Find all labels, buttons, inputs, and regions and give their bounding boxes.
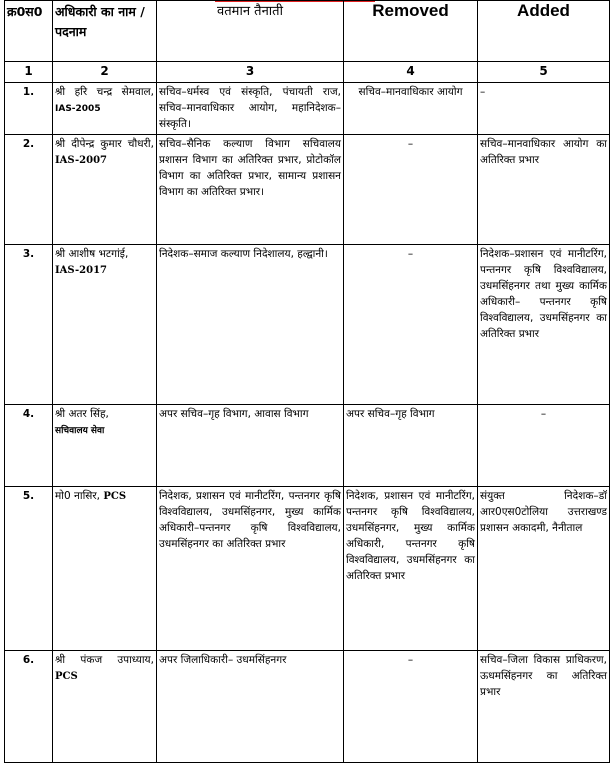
officer-service: IAS-2017 [55,265,108,276]
added-cell: – [478,83,610,135]
officer-service: IAS-2007 [55,155,108,166]
column-number: 1 [5,62,53,83]
column-number: 5 [478,62,610,83]
officer-name: श्री दीपेन्द्र कुमार चौधरी, [55,138,154,150]
row-serial: 6. [5,651,53,763]
added-cell: निदेशक–प्रशासन एवं मानीटरिंग, पन्तनगर कृषि विश्वविद्यालय, उधमसिंहनगर तथा मुख्य कार्मिक अधिकारी– पन्तनगर कृषि विश्वविद्यालय, उधमसिंहनगर का अतिरिक्त प्रभार [478,245,610,405]
removed-cell: निदेशक, प्रशासन एवं मानीटरिंग, पन्तनगर कृषि विश्वविद्यालय, उधमसिंहनगर, मुख्य कार्मिक अधिकारी, पन्तनगर कृषि विश्वविद्यालय, उधमसिंहनगर का अतिरिक्त प्रभार [344,487,478,651]
table-row [5,405,610,487]
table-row [5,651,610,763]
current-posting-cell: निदेशक–समाज कल्याण निदेशालय, हल्द्वानी। [157,245,344,405]
officer-name-cell [53,405,157,487]
officer-name: श्री अतर सिंह, [55,408,109,420]
officer-name-cell [53,651,157,763]
table-row [5,487,610,651]
table-row [5,245,610,405]
officer-name: मो0 नासिर, [55,490,101,502]
removed-cell: सचिव–मानवाधिकार आयोग [344,83,478,135]
table-row [5,83,610,135]
header-added: Added [478,1,610,62]
current-posting-cell: सचिव–धर्मस्व एवं संस्कृति, पंचायती राज, सचिव–मानवाधिकार आयोग, महानिदेशक–संस्कृति। [157,83,344,135]
added-cell: संयुक्त निदेशक–डॉ आर0एस0टोलिया उत्तराखण्ड प्रशासन अकादमी, नैनीताल [478,487,610,651]
officer-name: श्री आशीष भटगांई, [55,248,129,260]
removed-cell: – [344,135,478,245]
row-serial: 2. [5,135,53,245]
officer-name-cell [53,135,157,245]
column-number-row [5,62,610,83]
header-officer-name: अधिकारी का नाम / पदनाम [53,1,157,62]
added-cell: सचिव–जिला विकास प्राधिकरण, ऊधमसिंहनगर का अतिरिक्त प्रभार [478,651,610,763]
added-cell: सचिव–मानवाधिकार आयोग का अतिरिक्त प्रभार [478,135,610,245]
officer-name-cell [53,83,157,135]
officer-name: श्री पंकज उपाध्याय, [55,654,154,666]
header-current-posting: वतमान तैनाती [157,1,344,62]
column-number: 2 [53,62,157,83]
current-posting-cell: सचिव–सैनिक कल्याण विभाग सचिवालय प्रशासन विभाग का अतिरिक्त प्रभार, प्रोटोकॉल विभाग का अतिरिक्त प्रभार, सामान्य प्रशासन विभाग का अतिरिक्त प्रभार। [157,135,344,245]
row-serial: 1. [5,83,53,135]
row-serial: 3. [5,245,53,405]
removed-cell: – [344,651,478,763]
officer-name: श्री हरि चन्द्र सेमवाल, [55,86,154,98]
removed-cell: – [344,245,478,405]
row-serial: 5. [5,487,53,651]
officer-service: IAS-2005 [55,104,101,114]
officer-service: PCS [103,491,127,502]
header-serial: क्र0स0 [5,1,53,62]
column-number: 3 [157,62,344,83]
current-posting-cell: अपर जिलाधिकारी– उधमसिंहनगर [157,651,344,763]
officer-name-cell [53,245,157,405]
column-number: 4 [344,62,478,83]
row-serial: 4. [5,405,53,487]
table-row [5,135,610,245]
current-posting-cell: निदेशक, प्रशासन एवं मानीटरिंग, पन्तनगर कृषि विश्वविद्यालय, उधमसिंहनगर, मुख्य कार्मिक अधिकारी–पन्तनगर कृषि विश्वविद्यालय, उधमसिंहनगर का अतिरिक्त प्रभार [157,487,344,651]
added-cell: – [478,405,610,487]
officer-name-cell [53,487,157,651]
transfer-order-table [4,0,610,763]
current-posting-cell: अपर सचिव–गृह विभाग, आवास विभाग [157,405,344,487]
table-header-row [5,1,610,62]
removed-cell: अपर सचिव–गृह विभाग [344,405,478,487]
header-removed: Removed [344,1,478,62]
officer-service: सचिवालय सेवा [55,426,105,436]
officer-service: PCS [55,671,78,682]
